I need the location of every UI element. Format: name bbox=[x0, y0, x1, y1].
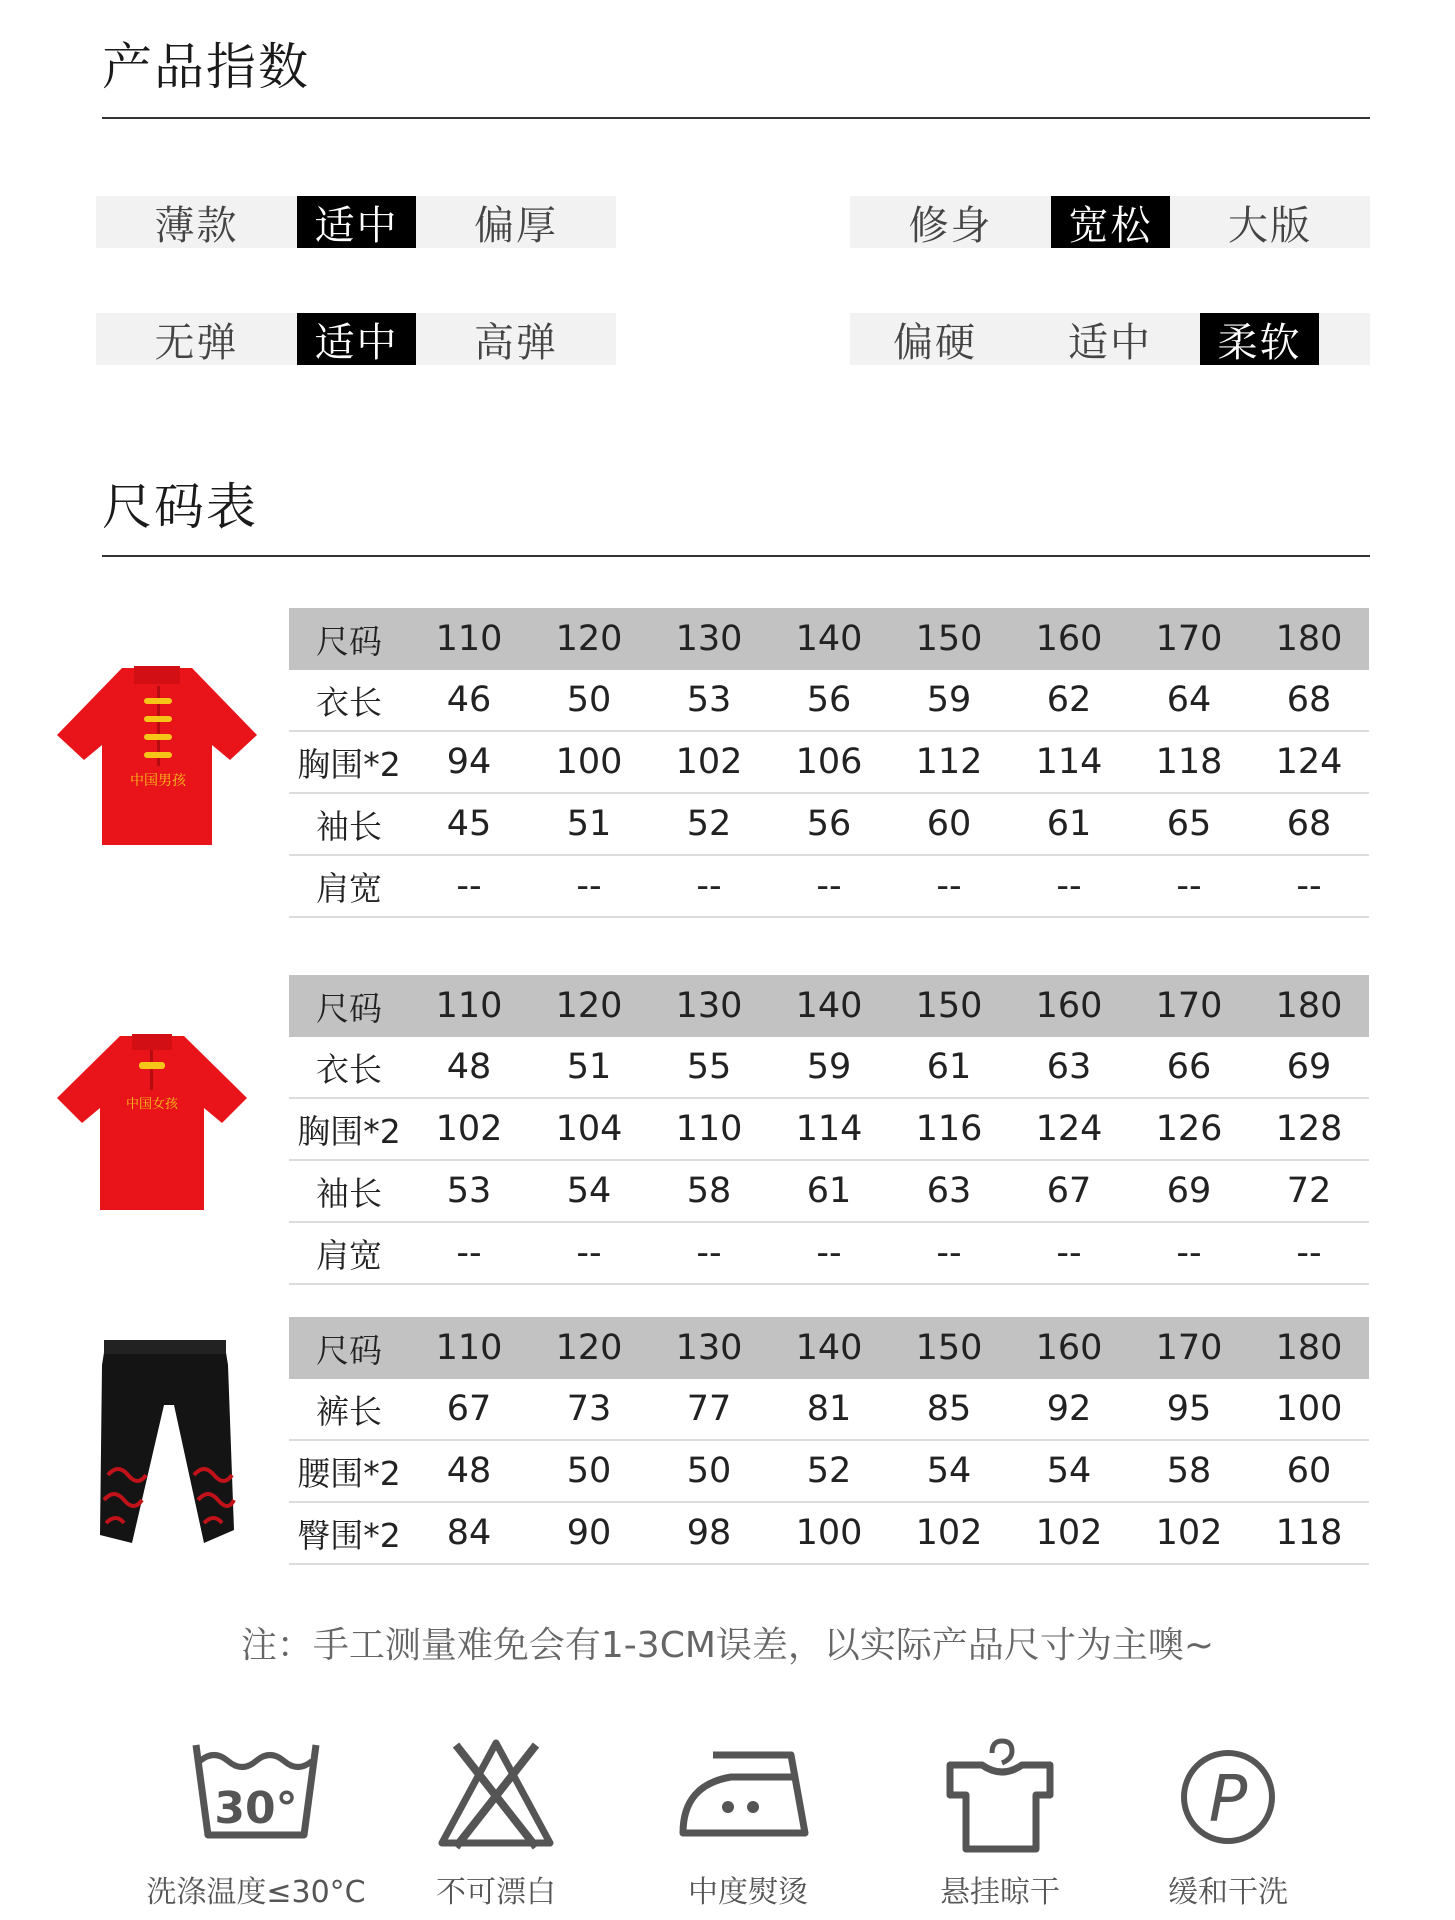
table-cell: 102 bbox=[915, 1513, 983, 1553]
table-cell: 124 bbox=[1035, 1109, 1103, 1149]
table-cell: 54 bbox=[1046, 1451, 1092, 1491]
index-title: 产品指数 bbox=[102, 38, 310, 96]
care-dry-clean bbox=[1108, 1735, 1348, 1911]
wash-temp-text: 30° bbox=[214, 1783, 298, 1834]
table-cell: -- bbox=[456, 1233, 482, 1273]
table-cell: 46 bbox=[446, 680, 492, 720]
scale-option: 大版 bbox=[1228, 202, 1312, 249]
table-cell: 52 bbox=[806, 1451, 852, 1491]
table-cell: 114 bbox=[1035, 742, 1103, 782]
hang-dry-icon bbox=[930, 1735, 1070, 1855]
table-cell: 61 bbox=[926, 1047, 972, 1087]
scale-option: 无弹 bbox=[154, 319, 239, 366]
table-cell: 58 bbox=[1166, 1451, 1212, 1491]
table-cell: 肩宽 bbox=[316, 868, 382, 908]
table-cell: 100 bbox=[555, 742, 623, 782]
table-cell: 69 bbox=[1166, 1171, 1212, 1211]
table-cell: 110 bbox=[435, 986, 503, 1026]
table-cell: 48 bbox=[446, 1047, 492, 1087]
table-cell: 腰围*2 bbox=[297, 1453, 401, 1493]
table-cell: 53 bbox=[686, 680, 732, 720]
table-cell: 130 bbox=[675, 986, 743, 1026]
table-cell: 114 bbox=[795, 1109, 863, 1149]
table-cell: 衣长 bbox=[316, 682, 382, 722]
table-cell: 尺码 bbox=[316, 1330, 382, 1370]
table-row bbox=[289, 1099, 1369, 1161]
scale-option-selected: 宽松 bbox=[1051, 196, 1170, 248]
table-cell: -- bbox=[816, 866, 842, 906]
shirt-print-text: 中国男孩 bbox=[130, 773, 186, 789]
table-cell: 67 bbox=[446, 1389, 492, 1429]
scale-option: 修身 bbox=[908, 202, 993, 249]
table-cell: -- bbox=[576, 866, 602, 906]
table-cell: 130 bbox=[675, 619, 743, 659]
table-cell: 170 bbox=[1155, 1328, 1223, 1368]
care-iron bbox=[628, 1735, 868, 1911]
table-row bbox=[289, 1503, 1369, 1565]
table-cell: -- bbox=[1176, 1233, 1202, 1273]
table-cell: 120 bbox=[555, 619, 623, 659]
table-cell: 180 bbox=[1275, 986, 1343, 1026]
table-cell: 73 bbox=[566, 1389, 612, 1429]
table-cell: 84 bbox=[446, 1513, 492, 1553]
dry-clean-p-icon bbox=[1158, 1735, 1298, 1855]
care-hang-dry bbox=[880, 1735, 1120, 1911]
table-row bbox=[289, 670, 1369, 732]
table-cell: 170 bbox=[1155, 619, 1223, 659]
table-cell: 85 bbox=[926, 1389, 972, 1429]
table-cell: 51 bbox=[566, 1047, 612, 1087]
table-cell: 63 bbox=[926, 1171, 972, 1211]
table-cell: 54 bbox=[926, 1451, 972, 1491]
table-cell: 120 bbox=[555, 986, 623, 1026]
table-cell: 140 bbox=[795, 619, 863, 659]
table-cell: 衣长 bbox=[316, 1049, 382, 1089]
table-cell: 胸围*2 bbox=[297, 744, 401, 784]
table-row bbox=[289, 732, 1369, 794]
table-cell: 51 bbox=[566, 804, 612, 844]
table-cell: 67 bbox=[1046, 1171, 1092, 1211]
table-cell: 48 bbox=[446, 1451, 492, 1491]
table-cell: 50 bbox=[686, 1451, 732, 1491]
table-cell: 100 bbox=[1275, 1389, 1343, 1429]
care-wash bbox=[136, 1735, 376, 1911]
table-cell: 100 bbox=[795, 1513, 863, 1553]
table-cell: 180 bbox=[1275, 619, 1343, 659]
no-bleach-icon bbox=[426, 1735, 566, 1855]
scale-option-empty bbox=[1319, 313, 1370, 365]
scale-option-selected: 适中 bbox=[297, 313, 416, 365]
dry-clean-letter: P bbox=[1208, 1763, 1248, 1837]
table-cell: 150 bbox=[915, 1328, 983, 1368]
table-row bbox=[289, 794, 1369, 856]
table-cell: 65 bbox=[1166, 804, 1212, 844]
table-cell: 61 bbox=[1046, 804, 1092, 844]
table-cell: 140 bbox=[795, 1328, 863, 1368]
table-cell: -- bbox=[1056, 866, 1082, 906]
softness-scale bbox=[850, 313, 1370, 365]
table-cell: 袖长 bbox=[316, 806, 382, 846]
table-cell: 150 bbox=[915, 986, 983, 1026]
table-cell: 45 bbox=[446, 804, 492, 844]
table-cell: 62 bbox=[1046, 680, 1092, 720]
table-cell: -- bbox=[1296, 1233, 1322, 1273]
care-label: 中度熨烫 bbox=[688, 1875, 808, 1910]
table-cell: 102 bbox=[1035, 1513, 1103, 1553]
table-cell: 尺码 bbox=[316, 988, 382, 1028]
table-cell: 60 bbox=[926, 804, 972, 844]
table-cell: 55 bbox=[686, 1047, 732, 1087]
elasticity-scale bbox=[96, 313, 616, 365]
table-cell: 胸围*2 bbox=[297, 1111, 401, 1151]
table-cell: 92 bbox=[1046, 1389, 1092, 1429]
table-cell: 170 bbox=[1155, 986, 1223, 1026]
table-row bbox=[289, 1223, 1369, 1285]
table-cell: 臀围*2 bbox=[297, 1515, 401, 1555]
table-cell: -- bbox=[696, 866, 722, 906]
measurement-note: 注：手工测量难免会有1-3CM误差，以实际产品尺寸为主噢~ bbox=[240, 1625, 1215, 1666]
table-cell: 150 bbox=[915, 619, 983, 659]
size-table-shirt-2 bbox=[289, 975, 1369, 1285]
table-cell: 160 bbox=[1035, 1328, 1103, 1368]
table-row bbox=[289, 1037, 1369, 1099]
table-row bbox=[289, 1161, 1369, 1223]
table-cell: -- bbox=[816, 1233, 842, 1273]
scale-option-selected: 柔软 bbox=[1200, 313, 1319, 365]
table-row bbox=[289, 1379, 1369, 1441]
scale-option-selected: 适中 bbox=[297, 196, 416, 248]
red-shirt-knot-buttons-image bbox=[52, 660, 262, 850]
table-cell: 68 bbox=[1286, 680, 1332, 720]
table-cell: -- bbox=[1176, 866, 1202, 906]
table-cell: 120 bbox=[555, 1328, 623, 1368]
table-cell: -- bbox=[1296, 866, 1322, 906]
table-cell: 77 bbox=[686, 1389, 732, 1429]
table-cell: -- bbox=[936, 1233, 962, 1273]
table-cell: 50 bbox=[566, 1451, 612, 1491]
table-header-row bbox=[289, 1317, 1369, 1379]
size-table-pants bbox=[289, 1317, 1369, 1565]
table-cell: 肩宽 bbox=[316, 1235, 382, 1275]
table-cell: 130 bbox=[675, 1328, 743, 1368]
table-cell: 53 bbox=[446, 1171, 492, 1211]
table-cell: 118 bbox=[1275, 1513, 1343, 1553]
table-cell: 69 bbox=[1286, 1047, 1332, 1087]
table-cell: 94 bbox=[446, 742, 492, 782]
table-cell: 59 bbox=[806, 1047, 852, 1087]
table-cell: 68 bbox=[1286, 804, 1332, 844]
shirt-print-text: 中国女孩 bbox=[125, 1097, 179, 1112]
table-cell: 110 bbox=[435, 619, 503, 659]
scale-option: 偏硬 bbox=[893, 319, 977, 366]
iron-medium-icon bbox=[673, 1735, 823, 1855]
table-header-row bbox=[289, 975, 1369, 1037]
table-cell: 袖长 bbox=[316, 1173, 382, 1213]
scale-option: 薄款 bbox=[154, 202, 239, 249]
table-cell: 50 bbox=[566, 680, 612, 720]
care-label: 洗涤温度≤30°C bbox=[146, 1875, 366, 1910]
table-cell: 102 bbox=[1155, 1513, 1223, 1553]
table-cell: 126 bbox=[1155, 1109, 1223, 1149]
care-no-bleach bbox=[376, 1735, 616, 1911]
care-label: 不可漂白 bbox=[436, 1875, 556, 1910]
table-cell: 180 bbox=[1275, 1328, 1343, 1368]
table-cell: 81 bbox=[806, 1389, 852, 1429]
table-cell: 116 bbox=[915, 1109, 983, 1149]
table-cell: 112 bbox=[915, 742, 983, 782]
table-cell: 104 bbox=[555, 1109, 623, 1149]
table-cell: -- bbox=[1056, 1233, 1082, 1273]
care-label: 悬挂晾干 bbox=[940, 1875, 1060, 1910]
table-cell: -- bbox=[576, 1233, 602, 1273]
table-cell: 160 bbox=[1035, 986, 1103, 1026]
table-cell: 58 bbox=[686, 1171, 732, 1211]
table-cell: 90 bbox=[566, 1513, 612, 1553]
table-cell: 110 bbox=[675, 1109, 743, 1149]
table-cell: 110 bbox=[435, 1328, 503, 1368]
table-cell: 72 bbox=[1286, 1171, 1332, 1211]
table-cell: 尺码 bbox=[316, 621, 382, 661]
table-cell: 56 bbox=[806, 804, 852, 844]
size-table-shirt-1 bbox=[289, 608, 1369, 918]
table-cell: 98 bbox=[686, 1513, 732, 1553]
table-cell: 63 bbox=[1046, 1047, 1092, 1087]
scale-option: 高弹 bbox=[474, 319, 558, 366]
table-cell: 102 bbox=[675, 742, 743, 782]
table-cell: 106 bbox=[795, 742, 863, 782]
table-cell: 60 bbox=[1286, 1451, 1332, 1491]
table-cell: 95 bbox=[1166, 1389, 1212, 1429]
care-label: 缓和干洗 bbox=[1168, 1875, 1288, 1910]
table-cell: 140 bbox=[795, 986, 863, 1026]
size-title-rule bbox=[102, 555, 1370, 557]
table-cell: 160 bbox=[1035, 619, 1103, 659]
scale-option: 偏厚 bbox=[474, 202, 558, 249]
table-cell: 102 bbox=[435, 1109, 503, 1149]
table-cell: 61 bbox=[806, 1171, 852, 1211]
table-row bbox=[289, 1441, 1369, 1503]
table-cell: -- bbox=[936, 866, 962, 906]
table-cell: 52 bbox=[686, 804, 732, 844]
table-header-row bbox=[289, 608, 1369, 670]
fit-scale bbox=[850, 196, 1370, 248]
table-cell: 59 bbox=[926, 680, 972, 720]
table-row bbox=[289, 856, 1369, 918]
black-pants-image bbox=[92, 1335, 242, 1550]
table-cell: -- bbox=[456, 866, 482, 906]
table-cell: 裤长 bbox=[316, 1391, 382, 1431]
index-title-rule bbox=[102, 117, 1370, 119]
table-cell: 128 bbox=[1275, 1109, 1343, 1149]
table-cell: 66 bbox=[1166, 1047, 1212, 1087]
scale-option: 适中 bbox=[1068, 319, 1152, 366]
table-cell: 64 bbox=[1166, 680, 1212, 720]
table-cell: 118 bbox=[1155, 742, 1223, 782]
thickness-scale bbox=[96, 196, 616, 248]
table-cell: 56 bbox=[806, 680, 852, 720]
wash-30-icon bbox=[186, 1735, 326, 1855]
table-cell: 124 bbox=[1275, 742, 1343, 782]
table-cell: -- bbox=[696, 1233, 722, 1273]
table-cell: 54 bbox=[566, 1171, 612, 1211]
red-shirt-single-button-image bbox=[52, 1028, 252, 1213]
size-title: 尺码表 bbox=[102, 478, 258, 536]
